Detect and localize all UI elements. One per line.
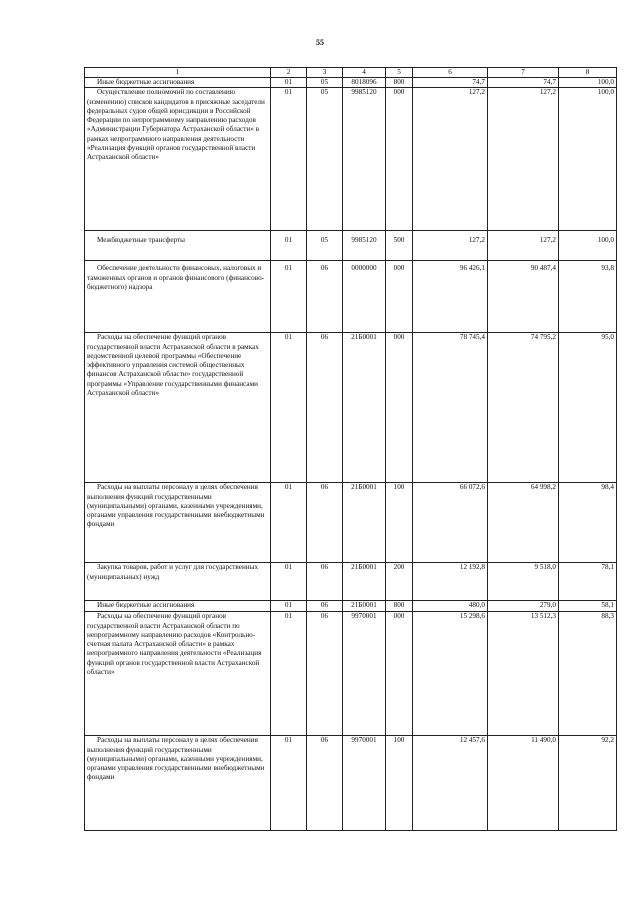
table-row	[85, 736, 617, 831]
target-code: 21Б0001	[343, 333, 386, 483]
col-header-8: 8	[559, 68, 617, 78]
execution-percent: 98,4	[559, 483, 617, 563]
table-row	[85, 261, 617, 333]
table-row	[85, 483, 617, 563]
executed-amount: 74,7	[488, 78, 559, 88]
row-name: Обеспечение деятельности финансовых, налоговых и таможенных органов и органов финансового (финансово-бюджетного) надзора	[85, 261, 271, 333]
row-name: Иные бюджетные ассигнования	[85, 78, 271, 88]
expense-type-code: 500	[386, 231, 413, 261]
planned-amount: 127,2	[413, 231, 488, 261]
execution-percent: 95,0	[559, 333, 617, 483]
col-header-1: 1	[85, 68, 271, 78]
target-code: 9985120	[343, 88, 386, 231]
planned-amount: 78 745,4	[413, 333, 488, 483]
execution-percent: 100,0	[559, 78, 617, 88]
executed-amount: 279,0	[488, 601, 559, 612]
execution-percent: 93,8	[559, 261, 617, 333]
planned-amount: 12 192,8	[413, 563, 488, 601]
row-name: Расходы на обеспечение функций органов государственной власти Астраханской области по непрограммному направлению расходов «Контрольно-счетная палата Астраханской области» в рамках непрограммного направления деятельности «Реализация функций органов государственной власти Астраханской области»	[85, 612, 271, 736]
section-code: 01	[271, 563, 307, 601]
col-header-6: 6	[413, 68, 488, 78]
expense-type-code: 100	[386, 483, 413, 563]
section-code: 01	[271, 612, 307, 736]
subsection-code: 06	[307, 563, 343, 601]
table-row	[85, 231, 617, 261]
target-code: 0000000	[343, 261, 386, 333]
execution-percent: 92,2	[559, 736, 617, 831]
subsection-code: 06	[307, 736, 343, 831]
budget-table	[84, 67, 617, 831]
subsection-code: 06	[307, 483, 343, 563]
row-name: Расходы на выплаты персоналу в целях обеспечения выполнения функций государственными (муниципальными) органами, казенными учреждениями, органами управления государственными внебюджетными фондами	[85, 736, 271, 831]
executed-amount: 127,2	[488, 88, 559, 231]
planned-amount: 66 072,6	[413, 483, 488, 563]
execution-percent: 58,1	[559, 601, 617, 612]
target-code: 9985120	[343, 231, 386, 261]
section-code: 01	[271, 231, 307, 261]
expense-type-code: 800	[386, 601, 413, 612]
expense-type-code: 800	[386, 78, 413, 88]
row-name: Расходы на выплаты персоналу в целях обеспечения выполнения функций государственными (муниципальными) органами, казенными учреждениями, органами управления государственными внебюджетными фондами	[85, 483, 271, 563]
table-row	[85, 563, 617, 601]
executed-amount: 64 998,2	[488, 483, 559, 563]
col-header-3: 3	[307, 68, 343, 78]
executed-amount: 127,2	[488, 231, 559, 261]
page-number: 55	[316, 38, 324, 47]
subsection-code: 06	[307, 612, 343, 736]
section-code: 01	[271, 333, 307, 483]
planned-amount: 12 457,6	[413, 736, 488, 831]
subsection-code: 06	[307, 333, 343, 483]
executed-amount: 74 795,2	[488, 333, 559, 483]
subsection-code: 05	[307, 88, 343, 231]
target-code: 8018096	[343, 78, 386, 88]
row-name: Иные бюджетные ассигнования	[85, 601, 271, 612]
row-name: Межбюджетные трансферты	[85, 231, 271, 261]
expense-type-code: 000	[386, 612, 413, 736]
expense-type-code: 000	[386, 88, 413, 231]
target-code: 9970001	[343, 612, 386, 736]
row-name: Закупка товаров, работ и услуг для государственных (муниципальных) нужд	[85, 563, 271, 601]
subsection-code: 06	[307, 601, 343, 612]
executed-amount: 11 490,0	[488, 736, 559, 831]
section-code: 01	[271, 483, 307, 563]
header-row	[85, 68, 617, 78]
col-header-4: 4	[343, 68, 386, 78]
table-row	[85, 88, 617, 231]
expense-type-code: 200	[386, 563, 413, 601]
section-code: 01	[271, 736, 307, 831]
target-code: 21Б0001	[343, 601, 386, 612]
table-row	[85, 612, 617, 736]
planned-amount: 96 426,1	[413, 261, 488, 333]
planned-amount: 480,0	[413, 601, 488, 612]
target-code: 21Б0001	[343, 563, 386, 601]
expense-type-code: 000	[386, 261, 413, 333]
target-code: 9970001	[343, 736, 386, 831]
row-name: Расходы на обеспечение функций органов государственной власти Астраханской области в рамках ведомственной целевой программы «Обеспечение эффективного управления системой общественных финансов Астраханской области» государственной программы «Управление государственными финансами Астраханской области»	[85, 333, 271, 483]
table-row	[85, 601, 617, 612]
executed-amount: 90 487,4	[488, 261, 559, 333]
expense-type-code: 100	[386, 736, 413, 831]
executed-amount: 13 512,3	[488, 612, 559, 736]
table-row	[85, 78, 617, 88]
row-name: Осуществление полномочий по составлению (изменению) списков кандидатов в присяжные заседатели федеральных судов общей юрисдикции в Российской Федерации по непрограммному направлению расходов «Администрации Губернатора Астраханской области» в рамках непрограммного направления деятельности «Реализация функций органов государственной власти Астраханской области»	[85, 88, 271, 231]
subsection-code: 05	[307, 78, 343, 88]
target-code: 21Б0001	[343, 483, 386, 563]
execution-percent: 78,1	[559, 563, 617, 601]
execution-percent: 100,0	[559, 231, 617, 261]
execution-percent: 100,0	[559, 88, 617, 231]
subsection-code: 05	[307, 231, 343, 261]
expense-type-code: 000	[386, 333, 413, 483]
col-header-7: 7	[488, 68, 559, 78]
section-code: 01	[271, 601, 307, 612]
planned-amount: 15 298,6	[413, 612, 488, 736]
execution-percent: 88,3	[559, 612, 617, 736]
section-code: 01	[271, 261, 307, 333]
col-header-5: 5	[386, 68, 413, 78]
executed-amount: 9 518,0	[488, 563, 559, 601]
section-code: 01	[271, 78, 307, 88]
subsection-code: 06	[307, 261, 343, 333]
planned-amount: 74,7	[413, 78, 488, 88]
col-header-2: 2	[271, 68, 307, 78]
planned-amount: 127,2	[413, 88, 488, 231]
table-row	[85, 333, 617, 483]
section-code: 01	[271, 88, 307, 231]
